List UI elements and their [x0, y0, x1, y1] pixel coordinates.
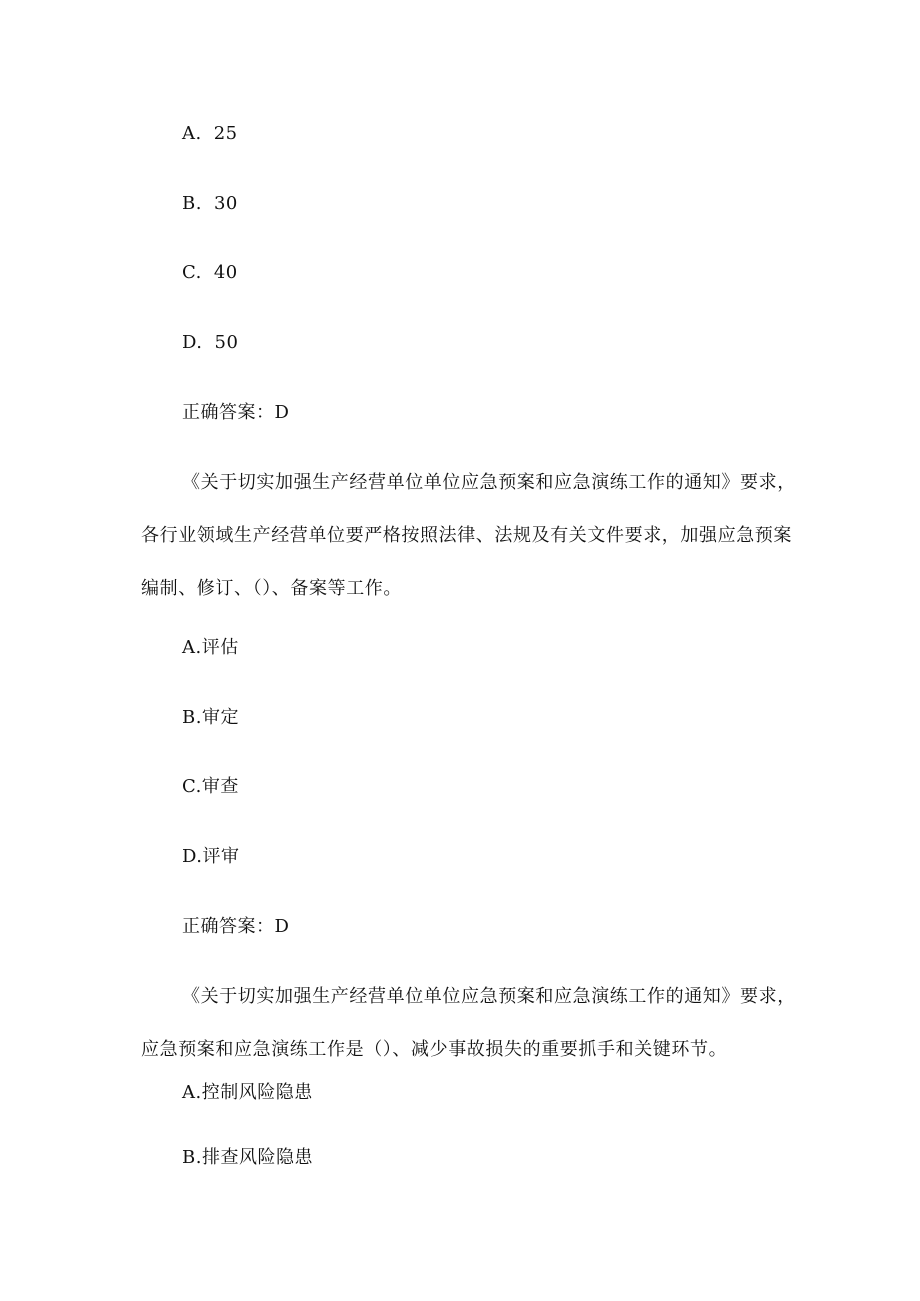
- q3-stem-line-1: 《关于切实加强生产经营单位单位应急预案和应急演练工作的通知》要求，: [182, 986, 796, 1007]
- q2-stem-line-2: 各行业领域生产经营单位要严格按照法律、法规及有关文件要求，加强应急预案: [141, 525, 792, 546]
- q1-option-d-letter: D.: [182, 332, 203, 353]
- q1-option-c-text: 40: [213, 262, 238, 283]
- q1-option-c-letter: C.: [182, 262, 202, 283]
- q1-option-b-text: 30: [213, 193, 238, 214]
- q2-stem-line-3: 编制、修订、（）、备案等工作。: [141, 578, 402, 599]
- q3-option-a: A.控制风险隐患: [182, 1082, 313, 1103]
- q3-stem-line-2: 应急预案和应急演练工作是（）、减少事故损失的重要抓手和关键环节。: [141, 1039, 728, 1060]
- q2-option-a: A.评估: [182, 637, 239, 658]
- q3-option-b: B.排查风险隐患: [182, 1147, 313, 1168]
- q1-option-d: [182, 332, 238, 354]
- q1-option-b: [182, 193, 238, 215]
- q2-option-d: D.评审: [182, 846, 240, 867]
- q1-option-b-letter: B.: [182, 193, 202, 214]
- q3-stem: [141, 970, 801, 1076]
- q2-answer: 正确答案：D: [182, 916, 290, 937]
- q2-stem: [141, 456, 801, 615]
- q2-option-c: C.审查: [182, 776, 239, 797]
- q1-option-c: [182, 262, 238, 284]
- q2-stem-line-1: 《关于切实加强生产经营单位单位应急预案和应急演练工作的通知》要求，: [182, 472, 796, 493]
- q1-answer: 正确答案：D: [182, 402, 290, 423]
- q1-option-d-text: 50: [214, 332, 239, 353]
- q2-option-b: B.审定: [182, 707, 239, 728]
- q1-option-a-text: 25: [213, 123, 238, 144]
- q1-option-a-letter: A.: [182, 123, 202, 144]
- q1-option-a: [182, 123, 238, 145]
